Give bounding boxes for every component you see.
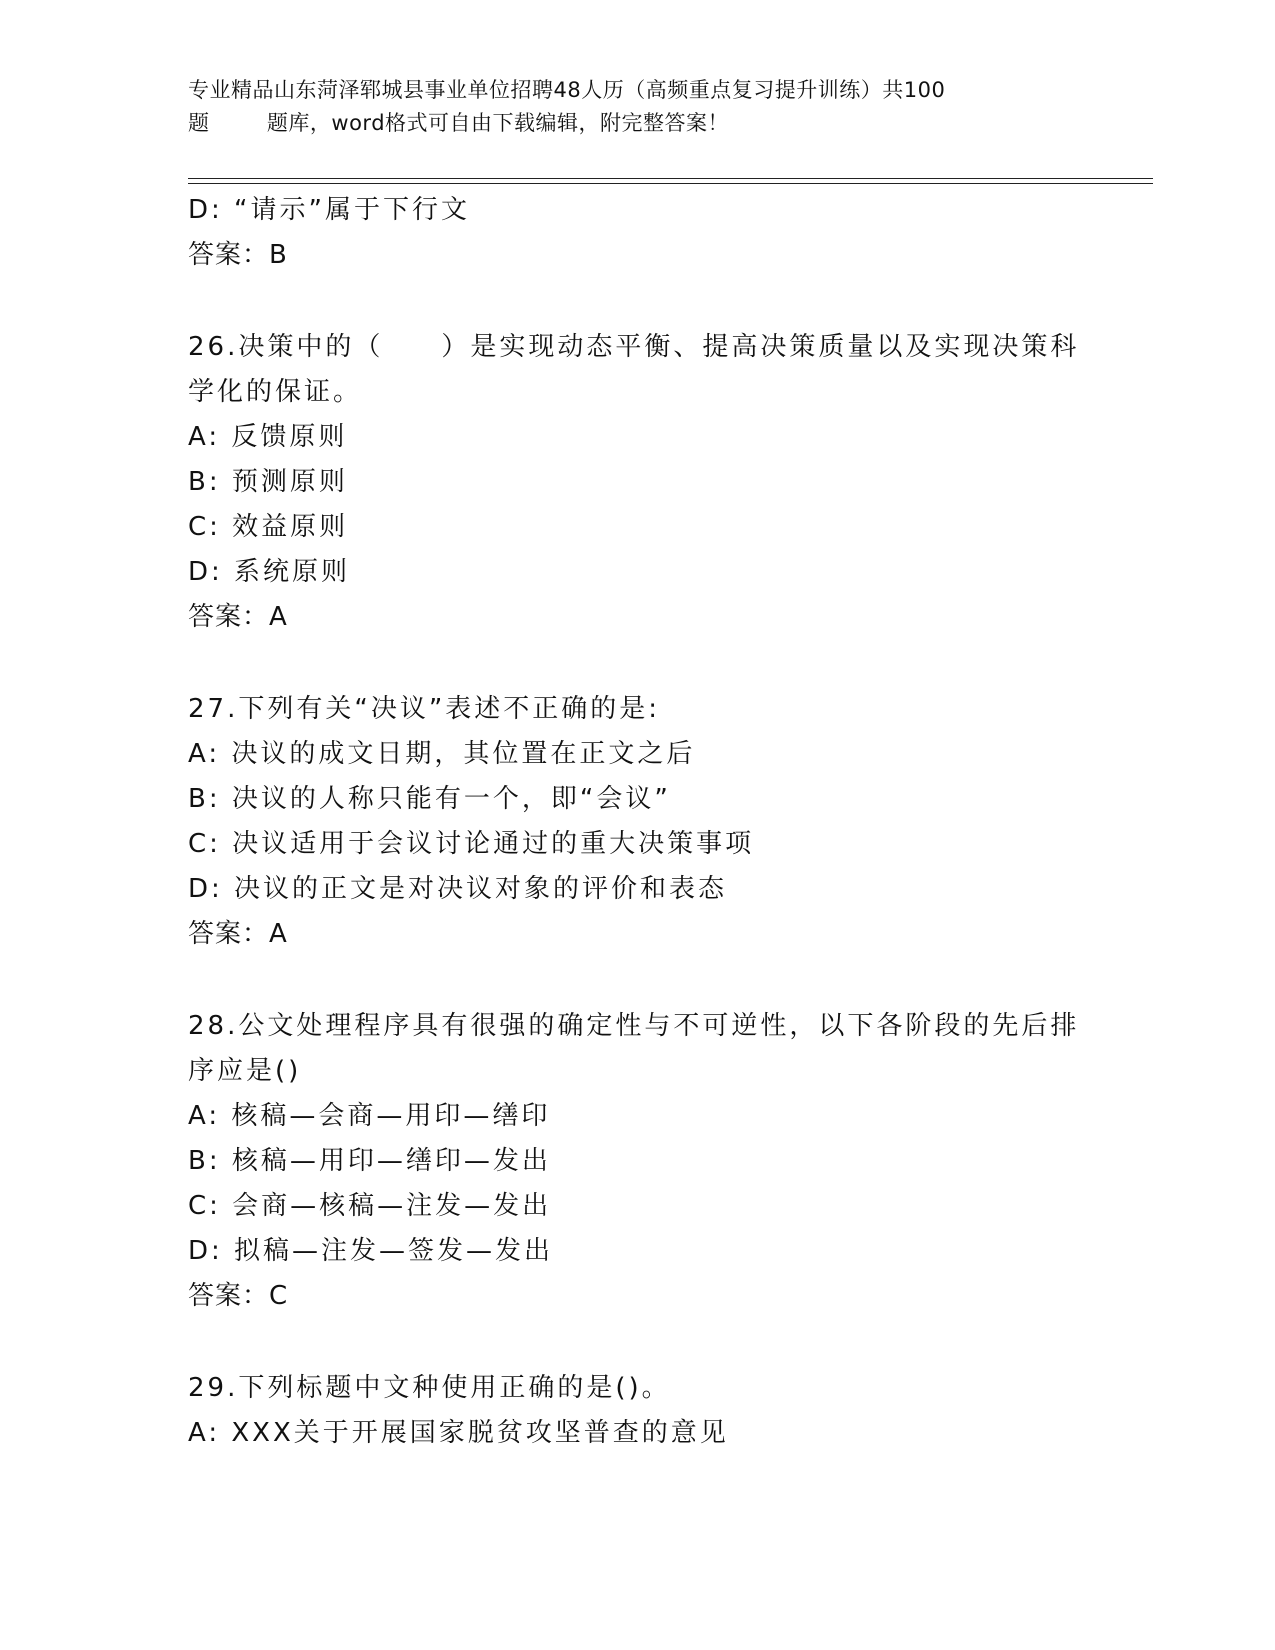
header-title-line-1: 专业精品山东菏泽郓城县事业单位招聘48人历（高频重点复习提升训练）共100 (188, 78, 946, 102)
page-header (188, 74, 1088, 140)
q28-option-c: C: 会商—核稿—注发—发出 (188, 1191, 552, 1221)
header-divider-top (188, 178, 1153, 179)
q26-stem-line-2: 学化的保证。 (188, 377, 363, 407)
q26-answer: 答案：A (188, 602, 288, 632)
q27-option-a: A: 决议的成文日期，其位置在正文之后 (188, 739, 696, 769)
q28-option-b: B: 核稿—用印—缮印—发出 (188, 1146, 551, 1176)
q27-option-c: C: 决议适用于会议讨论通过的重大决策事项 (188, 829, 755, 859)
q28-stem-line-1: 28.公文处理程序具有很强的确定性与不可逆性，以下各阶段的先后排 (188, 1011, 1080, 1041)
q28-answer: 答案：C (188, 1281, 289, 1311)
question-gap (188, 640, 1088, 687)
q27-answer: 答案：A (188, 919, 288, 949)
q26-option-c: C: 效益原则 (188, 512, 349, 542)
q26-option-a: A: 反馈原则 (188, 422, 348, 452)
question-content (188, 188, 1088, 1456)
q26-stem-line-1: 26.决策中的（ ）是实现动态平衡、提高决策质量以及实现决策科 (188, 332, 1080, 362)
q27-stem-line-1: 27.下列有关“决议”表述不正确的是: (188, 694, 661, 724)
q26-option-d: D: 系统原则 (188, 557, 351, 587)
header-title-line-2: 题 题库，word格式可自由下载编辑，附完整答案！ (188, 111, 730, 135)
q29-stem-line-1: 29.下列标题中文种使用正确的是()。 (188, 1373, 671, 1403)
question-gap (188, 957, 1088, 1004)
q26-option-b: B: 预测原则 (188, 467, 348, 497)
question-gap (188, 278, 1088, 325)
prev-answer: 答案：B (188, 240, 288, 270)
q27-option-d: D: 决议的正文是对决议对象的评价和表态 (188, 874, 728, 904)
prev-option-d: D: “请示”属于下行文 (188, 195, 470, 225)
header-divider-bottom (188, 183, 1153, 184)
question-gap (188, 1319, 1088, 1366)
q28-option-a: A: 核稿—会商—用印—缮印 (188, 1101, 551, 1131)
q28-stem-line-2: 序应是() (188, 1056, 302, 1086)
q28-option-d: D: 拟稿—注发—签发—发出 (188, 1236, 554, 1266)
q27-option-b: B: 决议的人称只能有一个，即“会议” (188, 784, 671, 814)
q29-option-a: A: XXX关于开展国家脱贫攻坚普查的意见 (188, 1418, 729, 1448)
